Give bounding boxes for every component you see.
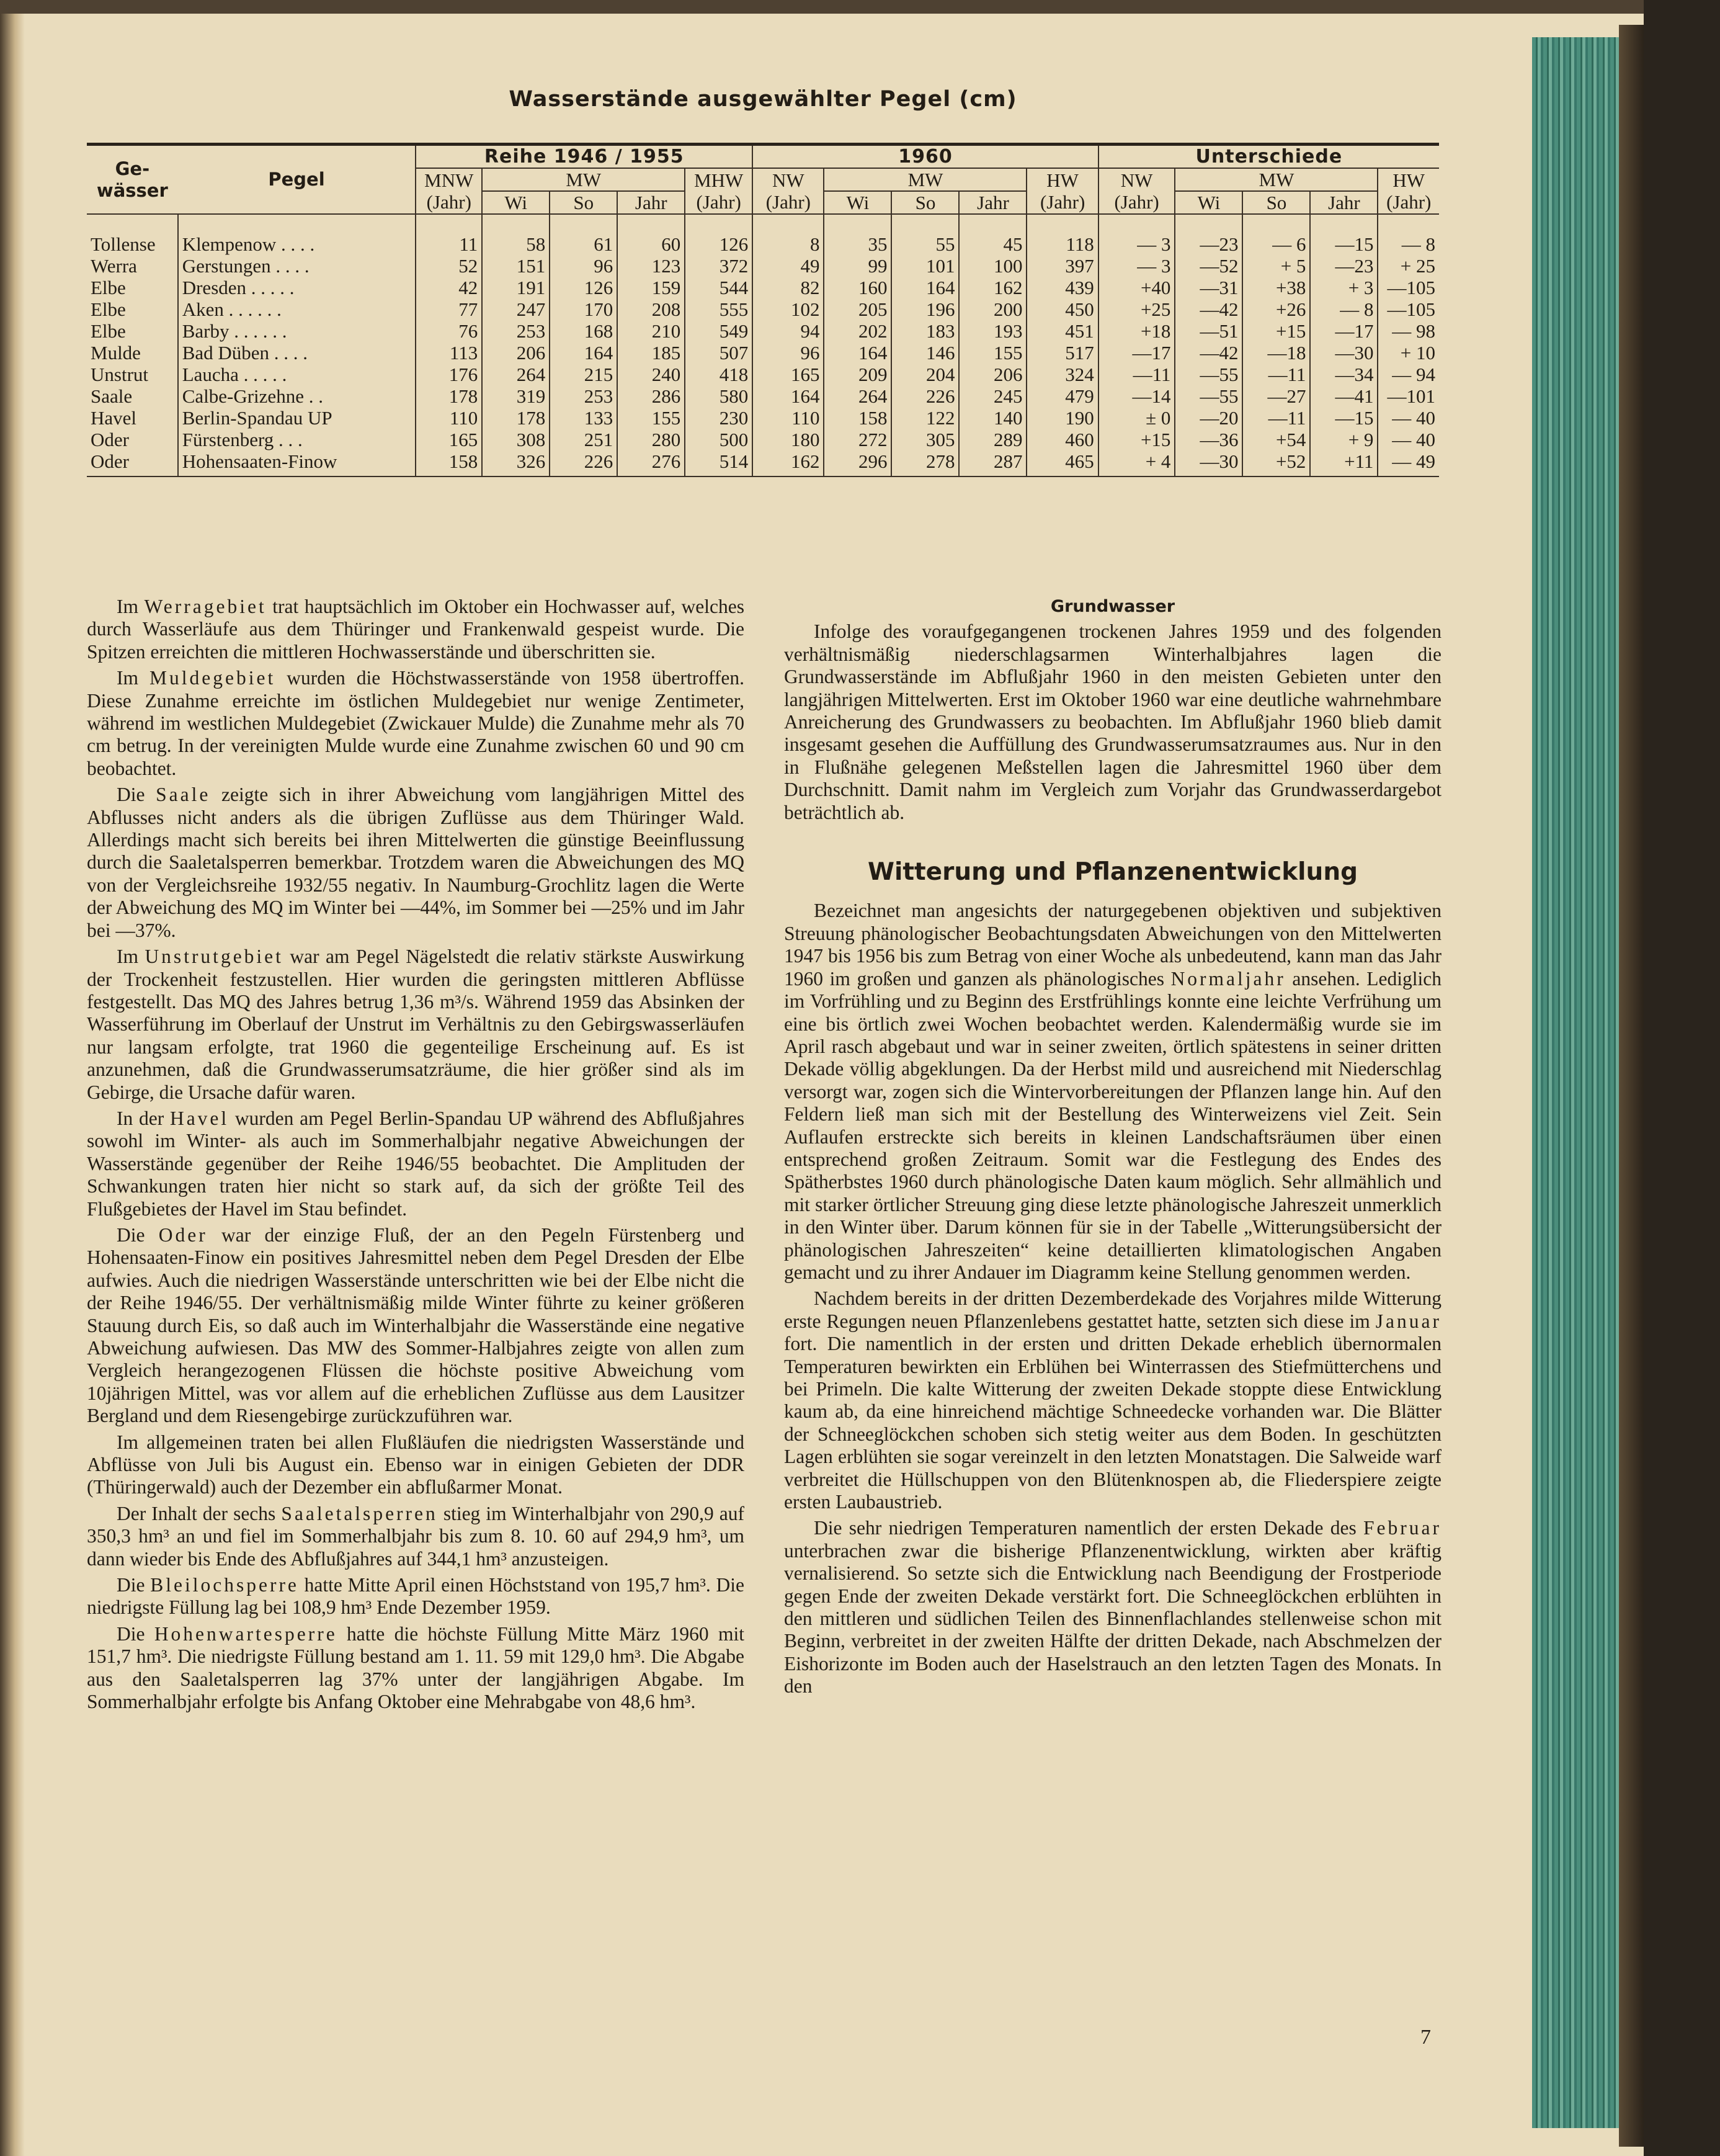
header-mhw: MHW (Jahr)	[685, 168, 752, 214]
cell-pegel: Gerstungen . . . .	[178, 255, 416, 277]
cell-value: ± 0	[1098, 407, 1175, 429]
cell-value: + 25	[1378, 255, 1439, 277]
cell-pegel: Aken . . . . . .	[178, 298, 416, 320]
cell-value: 126	[550, 277, 617, 298]
cell-value: 245	[959, 385, 1027, 407]
table-title: Wasserstände ausgewählter Pegel (cm)	[509, 87, 1017, 112]
cell-value: —11	[1098, 364, 1175, 385]
cell-value: 101	[891, 255, 959, 277]
cell-value: 514	[685, 450, 752, 476]
cell-value: 226	[550, 450, 617, 476]
table-row	[87, 450, 1439, 476]
cell-value: 240	[617, 364, 685, 385]
cell-value: 176	[416, 364, 482, 385]
header-mw: MW	[482, 168, 685, 191]
table-row	[87, 429, 1439, 450]
cell-value: 122	[891, 407, 959, 429]
cell-value: 326	[482, 450, 550, 476]
cell-value: —15	[1310, 214, 1378, 255]
cell-value: —23	[1175, 214, 1242, 255]
cell-pegel: Hohensaaten-Finow	[178, 450, 416, 476]
cell-value: 544	[685, 277, 752, 298]
cell-value: —55	[1175, 364, 1242, 385]
header-1960: 1960	[752, 145, 1098, 169]
cell-value: 118	[1027, 214, 1098, 255]
cell-value: 451	[1027, 320, 1098, 342]
table-row	[87, 255, 1439, 277]
cell-value: —11	[1242, 364, 1310, 385]
cell-value: 45	[959, 214, 1027, 255]
cell-value: — 49	[1378, 450, 1439, 476]
cell-value: 8	[752, 214, 824, 255]
cell-value: — 40	[1378, 429, 1439, 450]
table-row	[87, 277, 1439, 298]
cell-value: + 5	[1242, 255, 1310, 277]
cell-value: 202	[824, 320, 891, 342]
cell-value: —30	[1310, 342, 1378, 364]
cell-value: +38	[1242, 277, 1310, 298]
book-page-edges	[1532, 37, 1619, 2128]
cell-value: 178	[482, 407, 550, 429]
paragraph-havel: In der Havel wurden am Pegel Berlin-Spandau UP während des Abflußjahres sowohl im Winter- als auch im Sommerhalbjahr negative Abweichungen der Wasserstände gegenüber der Reihe 1946/55 beobachtet. Die Amplituden der Schwankungen traten hier nicht so stark auf, da sich der größte Teil des Flußgebietes der Havel im Stau befindet.	[87, 1107, 744, 1220]
cell-value: — 98	[1378, 320, 1439, 342]
cell-value: 193	[959, 320, 1027, 342]
header-mw: MW	[1175, 168, 1378, 191]
cell-value: +54	[1242, 429, 1310, 450]
cell-gewaesser: Unstrut	[91, 364, 148, 385]
cell-value: 280	[617, 429, 685, 450]
cell-value: 276	[617, 450, 685, 476]
cell-value: 226	[891, 385, 959, 407]
section-heading: Witterung und Pflanzenentwicklung	[867, 858, 1358, 887]
cell-value: 204	[891, 364, 959, 385]
cell-value: 140	[959, 407, 1027, 429]
cell-value: 215	[550, 364, 617, 385]
header-wi: Wi	[1175, 191, 1242, 214]
cell-value: 253	[550, 385, 617, 407]
left-column	[87, 596, 744, 1717]
cell-pegel: Fürstenberg . . .	[178, 429, 416, 450]
cell-value: 123	[617, 255, 685, 277]
cell-value: 55	[891, 214, 959, 255]
cell-value: 94	[752, 320, 824, 342]
cell-value: 96	[752, 342, 824, 364]
cell-value: 272	[824, 429, 891, 450]
cell-value: 162	[959, 277, 1027, 298]
cell-value: —23	[1310, 255, 1378, 277]
header-wi: Wi	[824, 191, 891, 214]
cell-value: 61	[550, 214, 617, 255]
cell-value: 287	[959, 450, 1027, 476]
cell-value: +18	[1098, 320, 1175, 342]
cell-value: 155	[959, 342, 1027, 364]
paragraph-saaletalsperren: Der Inhalt der sechs Saaletalsperren stieg im Winterhalbjahr von 290,9 auf 350,3 hm³ an und fiel im Sommerhalbjahr bis zum 8. 10. 60 auf 294,9 hm³, um dann wieder bis Ende des Abflußjahres auf 344,1 hm³ anzusteigen.	[87, 1502, 744, 1570]
cell-value: 159	[617, 277, 685, 298]
cell-pegel: Bad Düben . . . .	[178, 342, 416, 364]
table-row	[87, 385, 1439, 407]
cell-value: 209	[824, 364, 891, 385]
cell-value: 460	[1027, 429, 1098, 450]
cell-value: 196	[891, 298, 959, 320]
cell-value: 319	[482, 385, 550, 407]
cell-value: —41	[1310, 385, 1378, 407]
cell-pegel: Klempenow . . . .	[178, 214, 416, 255]
cell-value: +15	[1098, 429, 1175, 450]
cell-value: 35	[824, 214, 891, 255]
cell-value: 155	[617, 407, 685, 429]
header-jahr: Jahr	[959, 191, 1027, 214]
cell-value: —15	[1310, 407, 1378, 429]
cell-gewaesser: Tollense	[91, 233, 156, 255]
cell-value: +25	[1098, 298, 1175, 320]
table-row	[87, 298, 1439, 320]
cell-value: 372	[685, 255, 752, 277]
cell-value: 289	[959, 429, 1027, 450]
cell-value: 185	[617, 342, 685, 364]
cell-value: 133	[550, 407, 617, 429]
cell-value: 200	[959, 298, 1027, 320]
cell-value: —11	[1242, 407, 1310, 429]
cell-value: 168	[550, 320, 617, 342]
cell-value: 158	[416, 450, 482, 476]
cell-gewaesser: Werra	[91, 255, 137, 277]
cell-value: 158	[824, 407, 891, 429]
cell-gewaesser: Oder	[91, 429, 129, 450]
cell-value: —105	[1378, 277, 1439, 298]
paragraph-februar: Die sehr niedrigen Temperaturen namentlich der ersten Dekade des Februar unterbrachen zwar die bisherige Pflanzenentwicklung, wirkten aber kräftig vernalisierend. So setzte sich die Entwicklung nach Beendigung der Frostperiode gegen Ende der zweiten Dekade verstärkt fort. Die Schneeglöckchen erblühten in den mittleren und südlichen Teilen des Binnenflachlandes stellenweise schon mit Beginn, verbreitet in der zweiten Hälfte der dritten Dekade, nach Abschmelzen der Eishorizonte im Boden auch der Haselstrauch an den letzten Tagen des Monats. In den	[784, 1517, 1442, 1698]
cell-value: 164	[891, 277, 959, 298]
table-row	[87, 342, 1439, 364]
cell-value: —55	[1175, 385, 1242, 407]
cell-value: —31	[1175, 277, 1242, 298]
cell-value: —14	[1098, 385, 1175, 407]
cell-value: —30	[1175, 450, 1242, 476]
cell-value: 146	[891, 342, 959, 364]
cell-value: 42	[416, 277, 482, 298]
cell-value: +52	[1242, 450, 1310, 476]
cell-gewaesser: Elbe	[91, 320, 126, 342]
cell-value: —51	[1175, 320, 1242, 342]
cell-value: 296	[824, 450, 891, 476]
cell-value: 183	[891, 320, 959, 342]
cell-value: 60	[617, 214, 685, 255]
page-top-shadow	[0, 0, 1644, 14]
cell-value: 165	[752, 364, 824, 385]
cell-value: 110	[752, 407, 824, 429]
table-row	[87, 214, 1439, 255]
table-body	[87, 214, 1439, 476]
cell-value: — 8	[1310, 298, 1378, 320]
cell-value: 52	[416, 255, 482, 277]
cell-value: —34	[1310, 364, 1378, 385]
cell-value: 397	[1027, 255, 1098, 277]
cell-value: + 3	[1310, 277, 1378, 298]
cell-pegel: Barby . . . . . .	[178, 320, 416, 342]
header-hw: HW (Jahr)	[1027, 168, 1098, 214]
cell-value: 164	[550, 342, 617, 364]
cell-pegel: Calbe-Grizehne . .	[178, 385, 416, 407]
cell-value: —17	[1310, 320, 1378, 342]
header-mw: MW	[824, 168, 1027, 191]
cell-value: 82	[752, 277, 824, 298]
cell-value: 96	[550, 255, 617, 277]
paragraph-bleilochsperre: Die Bleilochsperre hatte Mitte April einen Höchststand von 195,7 hm³. Die niedrigste Füllung lag bei 108,9 hm³ Ende Dezember 1959.	[87, 1574, 744, 1619]
cell-value: — 3	[1098, 214, 1175, 255]
cell-value: 178	[416, 385, 482, 407]
cell-gewaesser: Havel	[91, 407, 137, 429]
cell-value: 205	[824, 298, 891, 320]
cell-value: 170	[550, 298, 617, 320]
cell-gewaesser: Elbe	[91, 277, 126, 298]
cell-value: 126	[685, 214, 752, 255]
water-level-table	[87, 143, 1439, 477]
cell-value: —17	[1098, 342, 1175, 364]
cell-value: 324	[1027, 364, 1098, 385]
cell-value: + 4	[1098, 450, 1175, 476]
cell-value: 164	[824, 342, 891, 364]
header-reihe: Reihe 1946 / 1955	[416, 145, 752, 169]
header-so: So	[1242, 191, 1310, 214]
cell-value: 58	[482, 214, 550, 255]
header-wi: Wi	[482, 191, 550, 214]
cell-value: 264	[482, 364, 550, 385]
cell-value: — 6	[1242, 214, 1310, 255]
cell-value: + 9	[1310, 429, 1378, 450]
paragraph-mulde: Im Muldegebiet wurden die Höchstwasserstände von 1958 übertroffen. Diese Zunahme erreichte im östlichen Muldegebiet nur wenige Zentimeter, während im westlichen Muldegebiet (Zwickauer Mulde) die Zunahme mehr als 70 cm betrug. In der vereinigten Mulde wurde eine Zunahme zwischen 60 und 90 cm beobachtet.	[87, 667, 744, 779]
header-jahr: Jahr	[617, 191, 685, 214]
book-cover-edge	[1619, 25, 1644, 2147]
cell-value: 465	[1027, 450, 1098, 476]
cell-value: 113	[416, 342, 482, 364]
cell-gewaesser: Mulde	[91, 342, 141, 364]
cell-value: 517	[1027, 342, 1098, 364]
cell-value: 500	[685, 429, 752, 450]
cell-value: 206	[482, 342, 550, 364]
paragraph-werra: Im Werragebiet trat hauptsächlich im Oktober ein Hochwasser auf, welches durch Wasserläufe aus dem Thüringer und Frankenwald gespeist wurde. Die Spitzen erreichten die mittleren Hochwasserstände und überschritten sie.	[87, 596, 744, 663]
cell-value: — 3	[1098, 255, 1175, 277]
cell-value: —18	[1242, 342, 1310, 364]
page-number: 7	[1420, 2026, 1431, 2049]
cell-value: 308	[482, 429, 550, 450]
cell-value: 160	[824, 277, 891, 298]
cell-value: 439	[1027, 277, 1098, 298]
cell-value: 247	[482, 298, 550, 320]
cell-value: +40	[1098, 277, 1175, 298]
cell-value: 102	[752, 298, 824, 320]
cell-value: +15	[1242, 320, 1310, 342]
cell-value: 206	[959, 364, 1027, 385]
paragraph-unstrut: Im Unstrutgebiet war am Pegel Nägelstedt die relativ stärkste Auswirkung der Trockenheit festzustellen. Hier wurden die geringsten mittleren Abflüsse festgestellt. Das MQ des Jahres betrug 1,36 m³/s. Während 1959 das Absinken der Wasserführung im Oberlauf der Unstrut im Verhältnis zu den Gebirgswasserläufen nur langsam erfolgte, trat 1960 die gegenteilige Erscheinung auf. Es ist anzunehmen, daß die Grundwasserumsatzräume, die hier größer sind als im Gebirge, die Ursache dafür waren.	[87, 946, 744, 1103]
cell-value: —105	[1378, 298, 1439, 320]
cell-value: 165	[416, 429, 482, 450]
header-nw: NW (Jahr)	[752, 168, 824, 214]
cell-value: —42	[1175, 298, 1242, 320]
cell-value: 555	[685, 298, 752, 320]
paragraph-general: Im allgemeinen traten bei allen Flußläufen die niedrigsten Wasserstände und Abflüsse von Juli bis August ein. Ebenso war in einigen Gebieten der DDR (Thüringerwald) auch der Dezember ein abflußarmer Monat.	[87, 1431, 744, 1498]
table-row	[87, 407, 1439, 429]
cell-value: +26	[1242, 298, 1310, 320]
cell-value: 278	[891, 450, 959, 476]
cell-value: 180	[752, 429, 824, 450]
header-mnw: MNW (Jahr)	[416, 168, 482, 214]
cell-value: + 10	[1378, 342, 1439, 364]
header-hw: HW (Jahr)	[1378, 168, 1439, 214]
cell-value: 507	[685, 342, 752, 364]
cell-value: 418	[685, 364, 752, 385]
cell-value: 191	[482, 277, 550, 298]
header-so: So	[550, 191, 617, 214]
cell-value: —36	[1175, 429, 1242, 450]
paragraph-januar: Nachdem bereits in der dritten Dezemberdekade des Vorjahres milde Witterung erste Regungen neuen Pflanzenlebens gestattet hatte, setzten sich diese im Januar fort. Die namentlich in der ersten und dritten Dekade erheblich übernormalen Temperaturen bewirkten ein Erblühen bei Winterrassen des Stiefmütterchens und bei Primeln. Die kalte Witterung der zweiten Dekade stoppte diese Entwicklung kaum ab, da eine hinreichend mächtige Schneedecke vorhanden war. Die Blätter der Schneeglöckchen schoben sich stetig weiter aus dem Boden. In geschützten Lagen erblühten sie sogar vereinzelt in den letzten Monatstagen. Die Salweide warf verbreitet die Hüllschuppen von den Blütenknospen ab, die Fliederspiere zeigte ersten Laubaustrieb.	[784, 1287, 1442, 1513]
cell-value: 264	[824, 385, 891, 407]
cell-value: 164	[752, 385, 824, 407]
header-nw: NW (Jahr)	[1098, 168, 1175, 214]
cell-value: 286	[617, 385, 685, 407]
cell-value: 230	[685, 407, 752, 429]
cell-gewaesser: Saale	[91, 385, 133, 407]
cell-value: 110	[416, 407, 482, 429]
cell-value: —101	[1378, 385, 1439, 407]
cell-value: —27	[1242, 385, 1310, 407]
right-column	[784, 596, 1442, 1702]
cell-value: 190	[1027, 407, 1098, 429]
cell-value: +11	[1310, 450, 1378, 476]
table-row	[87, 364, 1439, 385]
cell-pegel: Berlin-Spandau UP	[178, 407, 416, 429]
cell-value: 151	[482, 255, 550, 277]
cell-value: —20	[1175, 407, 1242, 429]
cell-value: 77	[416, 298, 482, 320]
cell-value: 100	[959, 255, 1027, 277]
grundwasser-heading: Grundwasser	[1050, 597, 1175, 616]
cell-value: — 94	[1378, 364, 1439, 385]
cell-value: 450	[1027, 298, 1098, 320]
cell-value: 253	[482, 320, 550, 342]
cell-value: 479	[1027, 385, 1098, 407]
cell-value: 549	[685, 320, 752, 342]
cell-gewaesser: Elbe	[91, 298, 126, 320]
cell-pegel: Dresden . . . . .	[178, 277, 416, 298]
cell-pegel: Laucha . . . . .	[178, 364, 416, 385]
cell-value: —52	[1175, 255, 1242, 277]
cell-value: 162	[752, 450, 824, 476]
cell-value: — 8	[1378, 214, 1439, 255]
cell-value: — 40	[1378, 407, 1439, 429]
header-unterschiede: Unterschiede	[1098, 145, 1439, 169]
header-jahr: Jahr	[1310, 191, 1378, 214]
cell-value: 208	[617, 298, 685, 320]
header-so: So	[891, 191, 959, 214]
cell-value: 49	[752, 255, 824, 277]
table-row	[87, 320, 1439, 342]
header-gewaesser: Ge-wässer	[87, 145, 178, 215]
paragraph-saale: Die Saale zeigte sich in ihrer Abweichung vom langjährigen Mittel des Abflusses nicht anders als die übrigen Zuflüsse aus dem Thüringer Wald. Allerdings macht sich bereits bei ihren Mittelwerten die günstige Beeinflussung durch die Saaletalsperren bemerkbar. Trotzdem waren die Abweichungen des MQ von der Vergleichsreihe 1932/55 negativ. In Naumburg-Grochlitz lagen die Werte der Abweichung des MQ im Winter bei —44%, im Sommer bei —25% und im Jahr bei —37%.	[87, 784, 744, 941]
paragraph-normaljahr: Bezeichnet man angesichts der naturgegebenen objektiven und subjektiven Streuung phänologischer Beobachtungsdaten Abweichungen von den Mittelwerten 1947 bis 1956 bis zum Betrag von einer Woche als unbedeutend, kann man das Jahr 1960 im großen und ganzen als phänologisches Normaljahr ansehen. Lediglich im Vorfrühling und zu Beginn des Erstfrühlings konnte eine leichte Verfrühung um eine bis örtlich zwei Wochen beobachtet werden. Kalendermäßig wurde sie im April rasch abgebaut und war in seiner zweiten, örtlich spätestens in seiner dritten Dekade völlig abgeklungen. Da der Herbst mild und ausreichend mit Niederschlag versorgt war, zogen sich die Wintervorbereitungen der Pflanzen lange hin. Auf den Feldern ließ man sich mit der Bestellung des Winterweizens viel Zeit. Sein Auflaufen erstreckte sich bereits in kleinen Landschaftsräumen über einen entsprechend großen Zeitraum. Somit war die Festlegung des Endes des Spätherbstes 1960 durch phänologische Daten kaum möglich. Sehr allmählich und mit starker örtlicher Streuung ging diese letzte phänologische Jahreszeit unmerklich in den Winter über. Darum können für sie in der Tabelle „Witterungsübersicht der phänologischen Jahreszeiten“ keine detaillierten klimatologischen Angaben gemacht und zu ihrer Andauer im Diagramm keine Stellung genommen werden.	[784, 900, 1442, 1283]
cell-value: 99	[824, 255, 891, 277]
header-pegel: Pegel	[178, 145, 416, 215]
cell-value: 251	[550, 429, 617, 450]
cell-value: 580	[685, 385, 752, 407]
paragraph-oder: Die Oder war der einzige Fluß, der an den Pegeln Fürstenberg und Hohensaaten-Finow ein positives Jahresmittel neben dem Pegel Dresden der Elbe aufwies. Auch die niedrigen Wasserstände unterschritten wie bei der Elbe nicht die der Reihe 1946/55. Der verhältnismäßig milde Winter führte zu keiner größeren Stauung durch Eis, so daß auch im Winterhalbjahr die Wasserstände eine negative Abweichung aufwiesen. Das MW des Sommer-Halbjahres zeigte von allen zum Vergleich herangezogenen Flüssen die höchste positive Abweichung vom 10jährigen Mittel, was vor allem auf die erheblichen Zuflüsse aus dem Lausitzer Bergland und dem Riesengebirge zurückzuführen war.	[87, 1223, 744, 1427]
paragraph-hohenwartesperre: Die Hohenwartesperre hatte die höchste Füllung Mitte März 1960 mit 151,7 hm³. Die niedrigste Füllung bestand am 1. 11. 59 mit 129,0 hm³. Die Abgabe aus den Saaletalsperren lag 37% unter der langjährigen Abgabe. Im Sommerhalbjahr erfolgte bis Anfang Oktober eine Mehrabgabe von 48,6 hm³.	[87, 1622, 744, 1713]
paragraph-grundwasser: Infolge des voraufgegangenen trockenen Jahres 1959 und des folgenden verhältnismäßig niederschlagsarmen Winterhalbjahres lagen die Grundwasserstände im Abflußjahr 1960 in den meisten Gebieten unter den langjährigen Mittelwerten. Erst im Oktober 1960 war eine deutliche wahrnehmbare Anreicherung des Grundwassers zu beobachten. Im Abflußjahr 1960 blieb damit insgesamt gesehen die Auffüllung des Grundwasserumsatzraumes aus. Nur in den in Flußnähe gelegenen Meßstellen lagen die Jahresmittel 1960 über dem Durchschnitt. Damit nahm im Vergleich zum Vorjahr das Grundwasserdargebot beträchtlich ab.	[784, 620, 1442, 823]
cell-value: —42	[1175, 342, 1242, 364]
cell-value: 210	[617, 320, 685, 342]
cell-value: 305	[891, 429, 959, 450]
cell-value: 76	[416, 320, 482, 342]
cell-gewaesser: Oder	[87, 450, 178, 476]
cell-value: 11	[416, 214, 482, 255]
